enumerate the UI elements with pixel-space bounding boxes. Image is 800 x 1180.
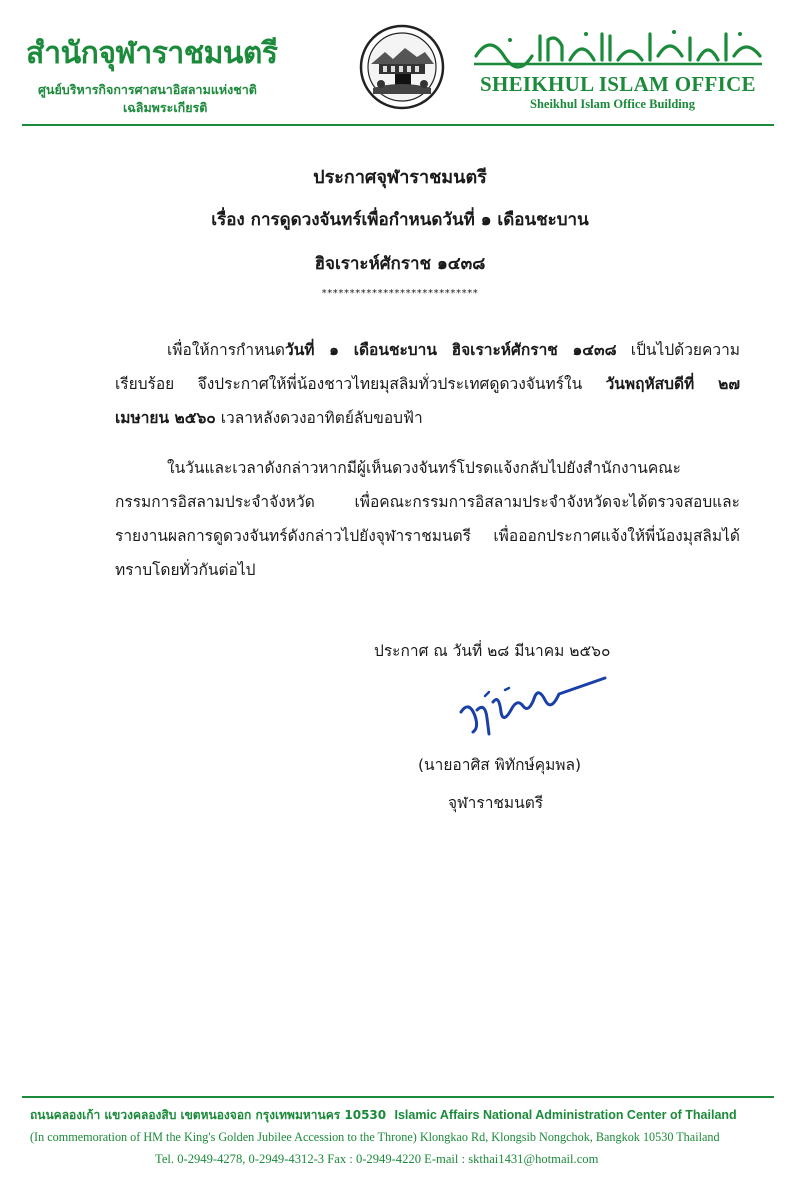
separator-stars: **************************** (321, 288, 479, 299)
office-english-subtitle: Sheikhul Islam Office Building (530, 97, 695, 111)
header-divider (22, 124, 774, 126)
body-paragraph-2: ในวันและเวลาดังกล่าวหากมีผู้เห็นดวงจันทร์โปรดแจ้งกลับไปยังสำนักงานคณะกรรมการอิสลามประจำจังหวัด เพื่อคณะกรรมการอิสลามประจำจังหวัดจะได้ตรวจสอบและรายงานผลการดูดวงจันทร์ดังกล่าวไปยังจุฬาราชมนตรี เพื่อออกประกาศแจ้งให้พี่น้องมุสลิมได้ทราบโดยทั่วกันต่อไป (115, 459, 740, 579)
arabic-calligraphy-title (470, 26, 766, 70)
announcement-subject: เรื่อง การดูดวงจันทร์เพื่อกำหนดวันที่ ๑ เดือนชะบาน (211, 210, 589, 230)
p1-text-e: เวลาหลังดวงอาทิตย์ลับขอบฟ้า (215, 409, 423, 427)
footer-address-line-2: (In commemoration of HM the King's Golden Jubilee Accession to the Throne) Klongkao Rd, Klongsib Nongchok, Bangkok 10530 Thailand (30, 1130, 720, 1144)
footer-address-line-1 (30, 1106, 737, 1125)
footer-address-english: Islamic Affairs National Administration Center of Thailand (394, 1108, 737, 1122)
announcement-title: ประกาศจุฬาราชมนตรี (313, 167, 487, 188)
office-seal-icon (359, 24, 445, 110)
office-english-title: SHEIKHUL ISLAM OFFICE (480, 72, 756, 96)
signer-position: จุฬาราชมนตรี (448, 794, 544, 812)
office-thai-title: สำนักจุฬาราชมนตรี (26, 36, 278, 71)
office-thai-subtitle-2: เฉลิมพระเกียรติ (123, 100, 208, 115)
p1-date-bold: วันที่ ๑ เดือนชะบาน ฮิจเราะห์ศักราช ๑๔๓๘ (285, 341, 617, 359)
footer-divider (22, 1096, 774, 1098)
office-thai-subtitle-1: ศูนย์บริหารกิจการศาสนาอิสลามแห่งชาติ (38, 82, 257, 97)
body-paragraph-1 (115, 333, 740, 435)
announcement-year: ฮิจเราะห์ศักราช ๑๔๓๘ (314, 254, 486, 274)
p1-text-a: เพื่อให้การกำหนด (167, 341, 285, 359)
handwritten-signature (455, 672, 615, 742)
p1-observation-date-bold: วันพฤหัสบดีที่ ๒๗ เมษายน ๒๕๖๐ (115, 375, 740, 427)
footer-address-thai: ถนนคลองเก้า แขวงคลองสิบ เขตหนองจอก กรุงเทพมหานคร 10530 (30, 1108, 387, 1122)
signer-name: (นายอาศิส พิทักษ์คุมพล) (418, 756, 582, 774)
letterhead (0, 0, 800, 130)
footer-contact-line: Tel. 0-2949-4278, 0-2949-4312-3 Fax : 0-2949-4220 E-mail : skthai1431@hotmail.com (155, 1152, 599, 1166)
announcement-date: ประกาศ ณ วันที่ ๒๘ มีนาคม ๒๕๖๐ (374, 642, 611, 660)
p1-text-c: เป็นไปด้วยความเรียบร้อย จึงประกาศให้พี่น้องชาวไทยมุสลิมทั่วประเทศดูดวงจันทร์ใน (115, 341, 741, 393)
